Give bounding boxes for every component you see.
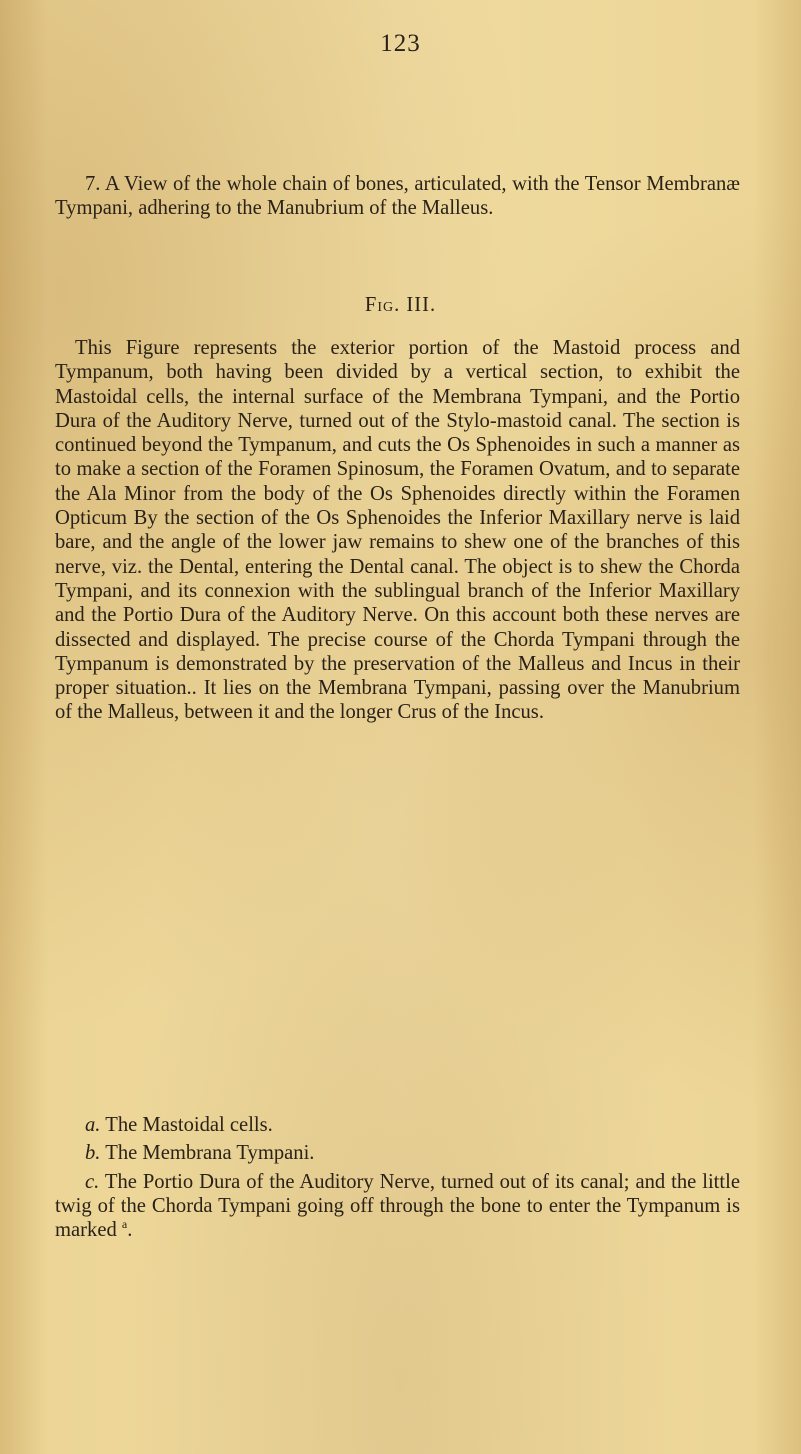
figure-legend [55,1113,740,1246]
figure-heading-text: Fig. III. [364,294,437,316]
page-number: 123 [380,30,421,57]
figure-heading [0,294,801,317]
legend-mark: a [121,1217,128,1232]
legend-item-a [55,1113,740,1137]
legend-letter: b. [85,1142,101,1165]
legend-item-b [55,1141,740,1165]
legend-letter: a. [85,1114,101,1136]
legend-text: The Portio Dura of the Auditory Nerve, turned out of its canal; and the little twig of the Chorda Tympani going off through the bone to enter the Tympanum is marked [55,1170,740,1242]
legend-text: The Mastoidal cells. [105,1114,273,1136]
legend-item-c [55,1170,740,1243]
legend-letter: c. [85,1170,100,1193]
intro-paragraph: 7. A View of the whole chain of bones, articulated, with the Tensor Membranæ Tympani, adhering to the Manubrium of the Malleus. [55,173,740,220]
figure-description-paragraph: This Figure represents the exterior portion of the Mastoid process and Tympanum, both having been divided by a vertical section, to exhibit the Mastoidal cells, the internal surface of the Membrana Tympani, and the Portio Dura of the Auditory Nerve, turned out of the Stylo-mastoid canal. The section is continued beyond the Tympanum, and cuts the Os Sphenoides in such a manner as to make a section of the Foramen Spinosum, the Foramen Ovatum, and to separate the Ala Minor from the body of the Os Sphenoides directly within the Foramen Opticum By the section of the Os Sphenoides the Inferior Maxillary nerve is laid bare, and the angle of the lower jaw remains to shew one of the branches of this nerve, viz. the Dental, entering the Dental canal. The object is to shew the Chorda Tympani, and its connexion with the sublingual branch of the Inferior Maxillary and the Portio Dura of the Auditory Nerve. On this account both these nerves are dissected and displayed. The precise course of the Chorda Tympani through the Tympanum is demonstrated by the preservation of the Malleus and Incus in their proper situation.. It lies on the Membrana Tympani, passing over the Manubrium of the Malleus, between it and the longer Crus of the Incus. [55,337,740,724]
legend-text: The Membrana Tympani. [105,1142,315,1165]
legend-end: . [127,1219,133,1242]
